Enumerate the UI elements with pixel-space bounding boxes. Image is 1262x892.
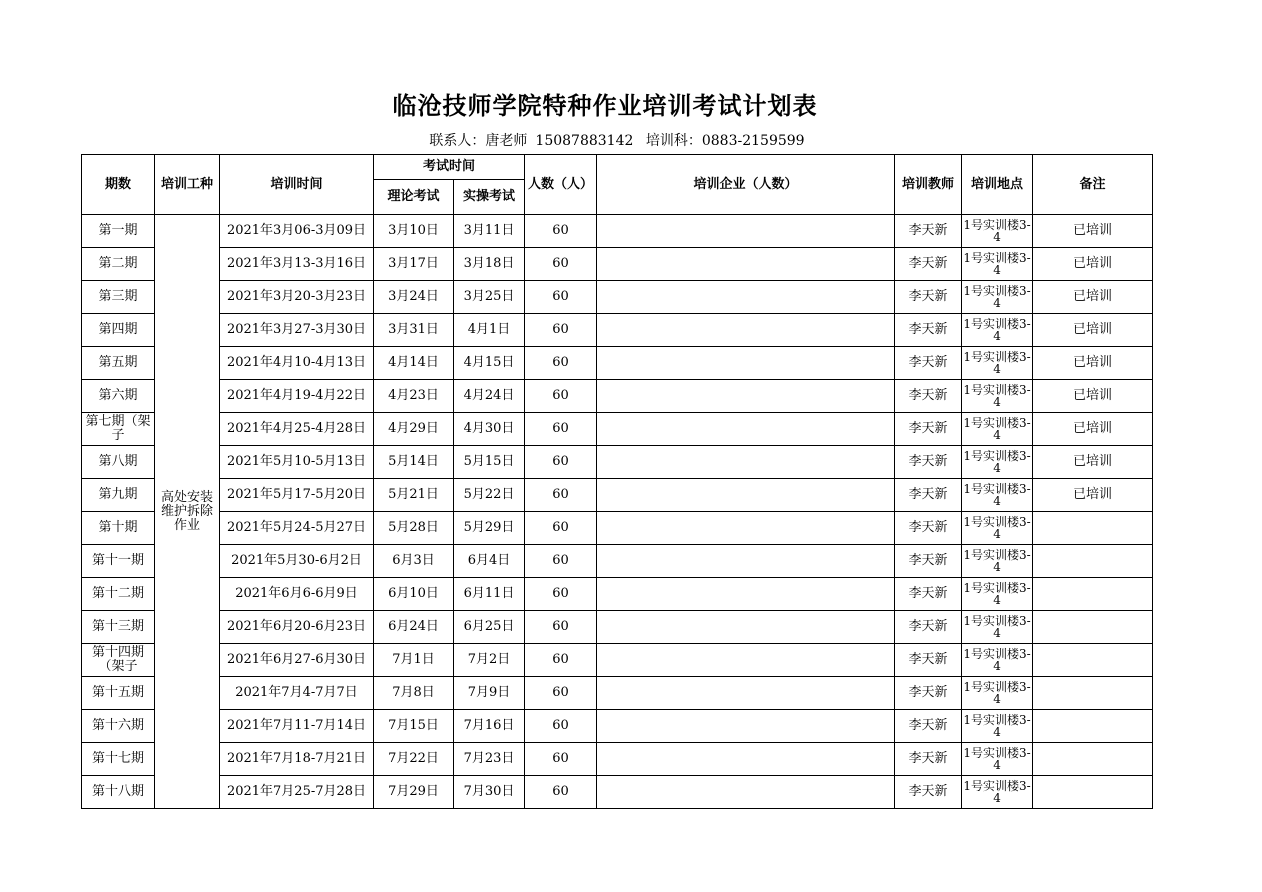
cell-theory: 3月24日 bbox=[374, 281, 454, 314]
cell-remark bbox=[1033, 578, 1153, 611]
cell-theory: 4月29日 bbox=[374, 413, 454, 446]
cell-teacher: 李天新 bbox=[895, 611, 962, 644]
cell-teacher: 李天新 bbox=[895, 281, 962, 314]
cell-theory: 7月22日 bbox=[374, 743, 454, 776]
cell-remark bbox=[1033, 776, 1153, 809]
cell-location: 1号实训楼3-4 bbox=[962, 611, 1033, 644]
table-row bbox=[82, 776, 1153, 809]
cell-people: 60 bbox=[525, 413, 597, 446]
cell-teacher: 李天新 bbox=[895, 413, 962, 446]
cell-company bbox=[597, 380, 895, 413]
cell-location: 1号实训楼3-4 bbox=[962, 677, 1033, 710]
cell-location: 1号实训楼3-4 bbox=[962, 710, 1033, 743]
table-row bbox=[82, 314, 1153, 347]
cell-location: 1号实训楼3-4 bbox=[962, 545, 1033, 578]
schedule-table bbox=[81, 154, 1153, 809]
cell-company bbox=[597, 446, 895, 479]
cell-theory: 6月10日 bbox=[374, 578, 454, 611]
cell-remark: 已培训 bbox=[1033, 380, 1153, 413]
cell-company bbox=[597, 479, 895, 512]
header-people: 人数（人） bbox=[525, 155, 597, 215]
table-row bbox=[82, 611, 1153, 644]
cell-teacher: 李天新 bbox=[895, 248, 962, 281]
cell-period: 第六期 bbox=[82, 380, 155, 413]
cell-remark bbox=[1033, 710, 1153, 743]
table-row bbox=[82, 743, 1153, 776]
contact-line bbox=[0, 130, 1234, 150]
cell-time: 2021年7月18-7月21日 bbox=[220, 743, 374, 776]
cell-people: 60 bbox=[525, 776, 597, 809]
cell-theory: 6月24日 bbox=[374, 611, 454, 644]
cell-period: 第五期 bbox=[82, 347, 155, 380]
cell-period: 第七期（架子 bbox=[82, 413, 155, 446]
header-teacher: 培训教师 bbox=[895, 155, 962, 215]
header-company: 培训企业（人数） bbox=[597, 155, 895, 215]
cell-teacher: 李天新 bbox=[895, 743, 962, 776]
cell-remark: 已培训 bbox=[1033, 347, 1153, 380]
cell-practical: 7月2日 bbox=[454, 644, 525, 677]
cell-theory: 4月23日 bbox=[374, 380, 454, 413]
cell-time: 2021年4月25-4月28日 bbox=[220, 413, 374, 446]
cell-period: 第十期 bbox=[82, 512, 155, 545]
cell-period: 第十二期 bbox=[82, 578, 155, 611]
cell-company bbox=[597, 611, 895, 644]
cell-location: 1号实训楼3-4 bbox=[962, 512, 1033, 545]
cell-location: 1号实训楼3-4 bbox=[962, 215, 1033, 248]
cell-people: 60 bbox=[525, 380, 597, 413]
cell-practical: 5月15日 bbox=[454, 446, 525, 479]
cell-people: 60 bbox=[525, 545, 597, 578]
cell-time: 2021年5月10-5月13日 bbox=[220, 446, 374, 479]
cell-practical: 7月9日 bbox=[454, 677, 525, 710]
cell-remark: 已培训 bbox=[1033, 248, 1153, 281]
cell-period: 第十五期 bbox=[82, 677, 155, 710]
cell-period: 第九期 bbox=[82, 479, 155, 512]
cell-theory: 7月1日 bbox=[374, 644, 454, 677]
page-title: 临沧技师学院特种作业培训考试计划表 bbox=[392, 92, 818, 120]
cell-company bbox=[597, 413, 895, 446]
cell-time: 2021年3月13-3月16日 bbox=[220, 248, 374, 281]
cell-practical: 4月15日 bbox=[454, 347, 525, 380]
cell-period: 第三期 bbox=[82, 281, 155, 314]
cell-company bbox=[597, 512, 895, 545]
cell-time: 2021年7月4-7月7日 bbox=[220, 677, 374, 710]
header-time: 培训时间 bbox=[220, 155, 374, 215]
table-row bbox=[82, 446, 1153, 479]
cell-period: 第十一期 bbox=[82, 545, 155, 578]
cell-location: 1号实训楼3-4 bbox=[962, 380, 1033, 413]
cell-teacher: 李天新 bbox=[895, 347, 962, 380]
table-row bbox=[82, 644, 1153, 677]
cell-theory: 3月17日 bbox=[374, 248, 454, 281]
table-row bbox=[82, 380, 1153, 413]
cell-time: 2021年3月27-3月30日 bbox=[220, 314, 374, 347]
cell-people: 60 bbox=[525, 644, 597, 677]
cell-period: 第十六期 bbox=[82, 710, 155, 743]
cell-theory: 6月3日 bbox=[374, 545, 454, 578]
cell-period: 第四期 bbox=[82, 314, 155, 347]
cell-practical: 4月30日 bbox=[454, 413, 525, 446]
cell-period: 第十八期 bbox=[82, 776, 155, 809]
cell-remark: 已培训 bbox=[1033, 215, 1153, 248]
cell-teacher: 李天新 bbox=[895, 776, 962, 809]
cell-remark bbox=[1033, 677, 1153, 710]
cell-teacher: 李天新 bbox=[895, 215, 962, 248]
cell-period: 第八期 bbox=[82, 446, 155, 479]
cell-teacher: 李天新 bbox=[895, 677, 962, 710]
cell-location: 1号实训楼3-4 bbox=[962, 743, 1033, 776]
cell-time: 2021年7月11-7月14日 bbox=[220, 710, 374, 743]
table-row bbox=[82, 677, 1153, 710]
cell-remark bbox=[1033, 545, 1153, 578]
cell-teacher: 李天新 bbox=[895, 479, 962, 512]
cell-theory: 5月14日 bbox=[374, 446, 454, 479]
table-row bbox=[82, 281, 1153, 314]
cell-people: 60 bbox=[525, 512, 597, 545]
cell-practical: 3月11日 bbox=[454, 215, 525, 248]
cell-practical: 4月1日 bbox=[454, 314, 525, 347]
table-row bbox=[82, 479, 1153, 512]
cell-period: 第二期 bbox=[82, 248, 155, 281]
table-row bbox=[82, 215, 1153, 248]
cell-company bbox=[597, 347, 895, 380]
table-row bbox=[82, 710, 1153, 743]
cell-people: 60 bbox=[525, 347, 597, 380]
cell-period: 第十四期（架子 bbox=[82, 644, 155, 677]
cell-practical: 7月23日 bbox=[454, 743, 525, 776]
schedule-body bbox=[82, 215, 1153, 809]
cell-teacher: 李天新 bbox=[895, 710, 962, 743]
cell-time: 2021年6月27-6月30日 bbox=[220, 644, 374, 677]
table-row bbox=[82, 347, 1153, 380]
cell-company bbox=[597, 578, 895, 611]
cell-period: 第十七期 bbox=[82, 743, 155, 776]
cell-teacher: 李天新 bbox=[895, 578, 962, 611]
cell-remark: 已培训 bbox=[1033, 314, 1153, 347]
cell-people: 60 bbox=[525, 248, 597, 281]
cell-theory: 7月29日 bbox=[374, 776, 454, 809]
cell-time: 2021年4月10-4月13日 bbox=[220, 347, 374, 380]
training-type-cell: 高处安装维护拆除作业 bbox=[155, 215, 220, 809]
cell-practical: 6月11日 bbox=[454, 578, 525, 611]
cell-practical: 3月25日 bbox=[454, 281, 525, 314]
cell-time: 2021年3月06-3月09日 bbox=[220, 215, 374, 248]
cell-time: 2021年4月19-4月22日 bbox=[220, 380, 374, 413]
header-location: 培训地点 bbox=[962, 155, 1033, 215]
table-row bbox=[82, 413, 1153, 446]
cell-remark bbox=[1033, 611, 1153, 644]
cell-theory: 4月14日 bbox=[374, 347, 454, 380]
cell-people: 60 bbox=[525, 446, 597, 479]
cell-remark bbox=[1033, 512, 1153, 545]
contact-person: 联系人：唐老师 bbox=[429, 133, 528, 149]
cell-company bbox=[597, 248, 895, 281]
table-row bbox=[82, 578, 1153, 611]
cell-remark bbox=[1033, 743, 1153, 776]
cell-company bbox=[597, 710, 895, 743]
cell-teacher: 李天新 bbox=[895, 545, 962, 578]
cell-company bbox=[597, 545, 895, 578]
cell-people: 60 bbox=[525, 677, 597, 710]
cell-people: 60 bbox=[525, 578, 597, 611]
cell-remark: 已培训 bbox=[1033, 446, 1153, 479]
cell-remark: 已培训 bbox=[1033, 281, 1153, 314]
cell-period: 第十三期 bbox=[82, 611, 155, 644]
cell-theory: 7月8日 bbox=[374, 677, 454, 710]
cell-teacher: 李天新 bbox=[895, 380, 962, 413]
cell-company bbox=[597, 281, 895, 314]
cell-practical: 7月30日 bbox=[454, 776, 525, 809]
cell-teacher: 李天新 bbox=[895, 314, 962, 347]
cell-company bbox=[597, 314, 895, 347]
cell-time: 2021年6月6-6月9日 bbox=[220, 578, 374, 611]
cell-location: 1号实训楼3-4 bbox=[962, 776, 1033, 809]
cell-location: 1号实训楼3-4 bbox=[962, 644, 1033, 677]
cell-theory: 5月28日 bbox=[374, 512, 454, 545]
header-theory: 理论考试 bbox=[374, 180, 454, 215]
table-row bbox=[82, 545, 1153, 578]
cell-teacher: 李天新 bbox=[895, 512, 962, 545]
cell-people: 60 bbox=[525, 743, 597, 776]
header-practical: 实操考试 bbox=[454, 180, 525, 215]
cell-practical: 7月16日 bbox=[454, 710, 525, 743]
cell-company bbox=[597, 743, 895, 776]
cell-time: 2021年7月25-7月28日 bbox=[220, 776, 374, 809]
cell-theory: 3月10日 bbox=[374, 215, 454, 248]
cell-company bbox=[597, 776, 895, 809]
cell-remark: 已培训 bbox=[1033, 413, 1153, 446]
cell-theory: 3月31日 bbox=[374, 314, 454, 347]
cell-time: 2021年5月24-5月27日 bbox=[220, 512, 374, 545]
header-period: 期数 bbox=[82, 155, 155, 215]
cell-time: 2021年5月30-6月2日 bbox=[220, 545, 374, 578]
header-type: 培训工种 bbox=[155, 155, 220, 215]
cell-practical: 4月24日 bbox=[454, 380, 525, 413]
cell-theory: 7月15日 bbox=[374, 710, 454, 743]
cell-location: 1号实训楼3-4 bbox=[962, 347, 1033, 380]
cell-practical: 6月25日 bbox=[454, 611, 525, 644]
cell-theory: 5月21日 bbox=[374, 479, 454, 512]
cell-time: 2021年6月20-6月23日 bbox=[220, 611, 374, 644]
header-exam: 考试时间 bbox=[374, 155, 525, 180]
cell-people: 60 bbox=[525, 479, 597, 512]
cell-location: 1号实训楼3-4 bbox=[962, 446, 1033, 479]
cell-practical: 6月4日 bbox=[454, 545, 525, 578]
cell-practical: 5月29日 bbox=[454, 512, 525, 545]
cell-people: 60 bbox=[525, 314, 597, 347]
table-row bbox=[82, 512, 1153, 545]
cell-period: 第一期 bbox=[82, 215, 155, 248]
cell-location: 1号实训楼3-4 bbox=[962, 413, 1033, 446]
cell-people: 60 bbox=[525, 611, 597, 644]
cell-remark bbox=[1033, 644, 1153, 677]
cell-location: 1号实训楼3-4 bbox=[962, 281, 1033, 314]
cell-people: 60 bbox=[525, 215, 597, 248]
cell-location: 1号实训楼3-4 bbox=[962, 314, 1033, 347]
cell-practical: 5月22日 bbox=[454, 479, 525, 512]
table-row bbox=[82, 248, 1153, 281]
cell-people: 60 bbox=[525, 281, 597, 314]
cell-company bbox=[597, 677, 895, 710]
cell-people: 60 bbox=[525, 710, 597, 743]
contact-phone: 15087883142 bbox=[535, 133, 634, 149]
cell-remark: 已培训 bbox=[1033, 479, 1153, 512]
cell-location: 1号实训楼3-4 bbox=[962, 479, 1033, 512]
department-phone: 培训科：0883-2159599 bbox=[645, 133, 805, 149]
cell-company bbox=[597, 644, 895, 677]
cell-teacher: 李天新 bbox=[895, 644, 962, 677]
cell-teacher: 李天新 bbox=[895, 446, 962, 479]
cell-location: 1号实训楼3-4 bbox=[962, 578, 1033, 611]
cell-practical: 3月18日 bbox=[454, 248, 525, 281]
cell-company bbox=[597, 215, 895, 248]
header-remark: 备注 bbox=[1033, 155, 1153, 215]
cell-location: 1号实训楼3-4 bbox=[962, 248, 1033, 281]
cell-time: 2021年3月20-3月23日 bbox=[220, 281, 374, 314]
cell-time: 2021年5月17-5月20日 bbox=[220, 479, 374, 512]
